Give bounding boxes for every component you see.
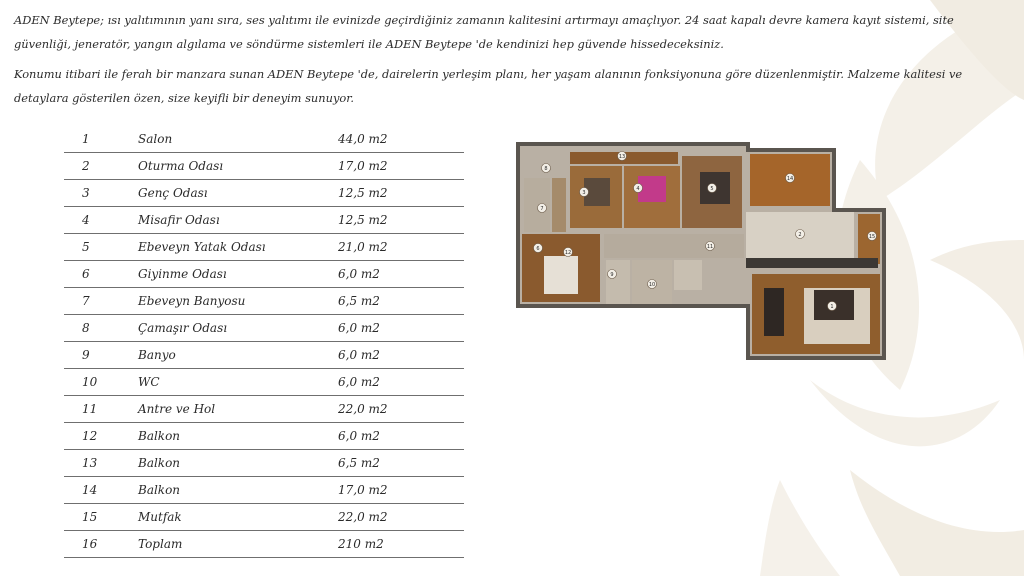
room-number: 5 [64, 234, 138, 261]
room-number: 13 [64, 450, 138, 477]
room-name: WC [138, 369, 338, 396]
room-area: 17,0 m2 [338, 477, 464, 504]
room-number: 7 [64, 288, 138, 315]
room-name: Toplam [138, 531, 338, 558]
room-area: 6,0 m2 [338, 342, 464, 369]
room-number: 4 [64, 207, 138, 234]
room-number: 6 [64, 261, 138, 288]
table-row [64, 288, 464, 315]
table-row [64, 234, 464, 261]
table-row [64, 180, 464, 207]
plan-label-number: 9 [610, 272, 614, 278]
dining-table [764, 288, 784, 336]
plan-label-number: 15 [868, 234, 876, 240]
room-number: 11 [64, 396, 138, 423]
room-area: 21,0 m2 [338, 234, 464, 261]
room-number: 15 [64, 504, 138, 531]
table-row [64, 396, 464, 423]
room-area: 22,0 m2 [338, 504, 464, 531]
room-number: 14 [64, 477, 138, 504]
room-number: 9 [64, 342, 138, 369]
room-name: Çamaşır Odası [138, 315, 338, 342]
room-name: Ebeveyn Banyosu [138, 288, 338, 315]
room-ebeveyn-banyo [524, 178, 550, 232]
room-area: 6,0 m2 [338, 261, 464, 288]
room-name: Balkon [138, 423, 338, 450]
room-area: 6,5 m2 [338, 450, 464, 477]
plan-label-number: 10 [648, 282, 656, 288]
bed-master [544, 256, 578, 294]
room-banyo [606, 260, 630, 304]
room-name: Balkon [138, 477, 338, 504]
plan-label-number: 1 [830, 304, 834, 310]
intro-text [14, 8, 1004, 116]
room-name: Oturma Odası [138, 153, 338, 180]
plan-label-number: 6 [536, 246, 540, 252]
room-area: 6,0 m2 [338, 315, 464, 342]
room-name: Banyo [138, 342, 338, 369]
plan-label-number: 8 [544, 166, 548, 172]
plan-label-number: 12 [564, 250, 572, 256]
plan-label-number: 4 [636, 186, 640, 192]
plan-label-number: 7 [540, 206, 544, 212]
table-row [64, 504, 464, 531]
room-area: 22,0 m2 [338, 396, 464, 423]
plan-label-number: 13 [618, 154, 626, 160]
room-area: 44,0 m2 [338, 126, 464, 153]
room-name: Genç Odası [138, 180, 338, 207]
room-name: Giyinme Odası [138, 261, 338, 288]
table-row [64, 126, 464, 153]
table-row [64, 153, 464, 180]
hall [604, 234, 744, 258]
table-row [64, 450, 464, 477]
room-number: 1 [64, 126, 138, 153]
room-area: 6,5 m2 [338, 288, 464, 315]
room-name: Balkon [138, 450, 338, 477]
plan-label-number: 5 [710, 186, 714, 192]
room-area: 12,5 m2 [338, 207, 464, 234]
table-row [64, 423, 464, 450]
table-row [64, 342, 464, 369]
room-area: 17,0 m2 [338, 153, 464, 180]
room-area-table [64, 126, 464, 558]
room-area: 210 m2 [338, 531, 464, 558]
plan-label-number: 14 [786, 176, 794, 182]
room-number: 12 [64, 423, 138, 450]
intro-paragraph-2: Konumu itibari ile ferah bir manzara sunan ADEN Beytepe 'de, dairelerin yerleşim planı, her yaşam alanının fonksiyonuna göre düzenlenmiştir. Malzeme kalitesi ve detaylara gösterilen özen, size keyifli bir deneyim sunuyor. [14, 67, 963, 105]
room-area: 6,0 m2 [338, 423, 464, 450]
room-giyinme [552, 178, 566, 232]
kitchen-counter [746, 258, 878, 268]
room-area: 12,5 m2 [338, 180, 464, 207]
room-name: Misafir Odası [138, 207, 338, 234]
table-row [64, 369, 464, 396]
room-number: 16 [64, 531, 138, 558]
room-area: 6,0 m2 [338, 369, 464, 396]
intro-paragraph-1: ADEN Beytepe; ısı yalıtımının yanı sıra, ses yalıtımı ile evinizde geçirdiğiniz zamanın kalitesini artırmayı amaçlıyor. 24 saat kapalı devre kamera kayıt sistemi, site güvenliği, jeneratör, yangın algılama ve söndürme sistemleri ile ADEN Beytepe 'de kendinizi hep güvende hissedeceksiniz. [14, 13, 954, 51]
table-row [64, 207, 464, 234]
room-number: 10 [64, 369, 138, 396]
room-number: 2 [64, 153, 138, 180]
plan-label-number: 2 [798, 232, 802, 238]
room-name: Ebeveyn Yatak Odası [138, 234, 338, 261]
table-row [64, 477, 464, 504]
table-row [64, 315, 464, 342]
room-camasir [674, 260, 702, 290]
floor-plan [514, 138, 910, 370]
plan-label-number: 11 [706, 244, 714, 250]
room-number: 8 [64, 315, 138, 342]
room-name: Salon [138, 126, 338, 153]
room-name: Antre ve Hol [138, 396, 338, 423]
table-row [64, 531, 464, 558]
room-number: 3 [64, 180, 138, 207]
room-name: Mutfak [138, 504, 338, 531]
table-row [64, 261, 464, 288]
plan-label-number: 3 [582, 190, 586, 196]
